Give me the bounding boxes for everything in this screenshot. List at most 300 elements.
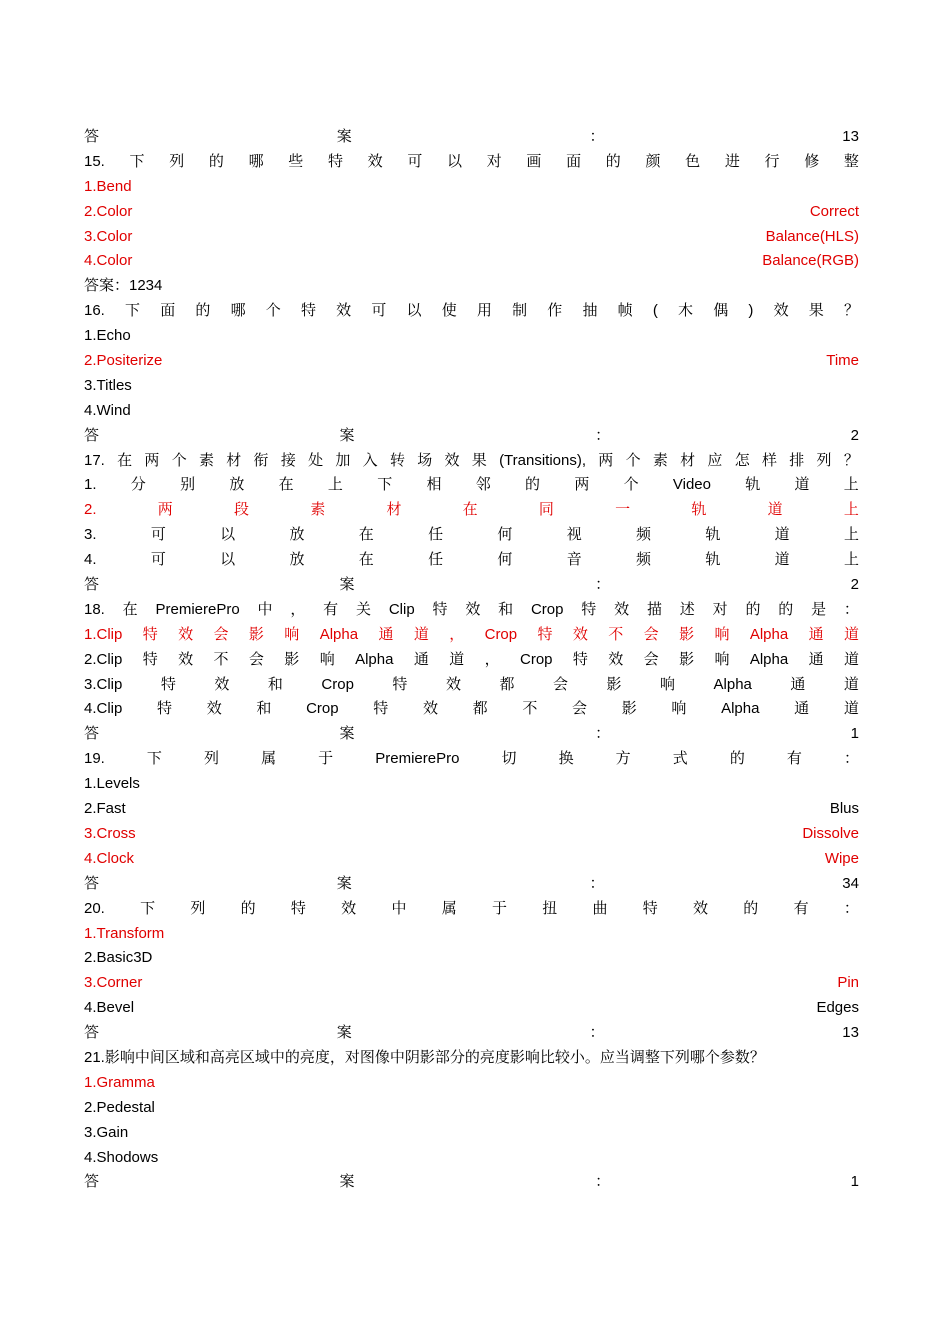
line-text: Alpha [713, 675, 752, 693]
document-line [84, 747, 859, 772]
document-line [84, 847, 859, 872]
line-text: 中 [391, 899, 407, 917]
line-text: ， [484, 650, 500, 668]
line-text: 影 [248, 625, 264, 643]
line-text: 的 [605, 152, 621, 170]
line-text: 在 [358, 551, 374, 569]
line-text: 1. [84, 476, 97, 494]
line-text: 道 [843, 700, 859, 718]
line-text: 2.Basic3D [84, 949, 153, 967]
line-text: Balance(RGB) [762, 252, 859, 270]
line-text: 影 [284, 650, 300, 668]
line-text: 1 [850, 725, 859, 743]
line-text: 特 [642, 899, 658, 917]
line-text: 果 [808, 302, 824, 320]
line-text: 场 [417, 451, 433, 469]
line-text: 式 [672, 750, 688, 768]
line-text: 响 [660, 675, 676, 693]
line-text: 2 [850, 576, 859, 594]
line-text: 会 [643, 650, 659, 668]
line-text: 偶 [713, 302, 729, 320]
line-text: 的 [729, 750, 745, 768]
line-text: 可 [371, 302, 387, 320]
document-line [84, 274, 859, 299]
line-text: 13 [842, 128, 859, 145]
line-text: 效 [773, 302, 789, 320]
line-text: 案 [336, 874, 352, 892]
document-line [84, 623, 859, 648]
line-text: 1.Clip [84, 625, 123, 643]
line-text: Alpha [319, 625, 359, 643]
line-text: 13 [842, 1024, 859, 1042]
line-text: 个 [623, 476, 639, 494]
line-text: 色 [685, 152, 701, 170]
line-text: 特 [392, 675, 408, 693]
line-text: 应 [707, 451, 723, 469]
document-line [84, 797, 859, 822]
line-text: 两 [598, 451, 614, 469]
line-text: 在 [358, 526, 374, 544]
line-text: 哪 [248, 152, 264, 170]
line-text: 果 [471, 451, 487, 469]
line-text: 答 [84, 576, 100, 594]
line-text: ( [652, 302, 658, 320]
line-text: 切 [501, 750, 517, 768]
line-text: 素 [652, 451, 668, 469]
line-text: 20. [84, 899, 105, 917]
line-text: ： [595, 426, 611, 444]
line-text: 一 [615, 501, 631, 519]
line-text: 1.Echo [84, 327, 131, 345]
line-text: 下 [146, 750, 162, 768]
line-text: 2. [84, 501, 97, 519]
line-text: 2.Pedestal [84, 1098, 155, 1116]
line-text: 衔 [253, 451, 269, 469]
line-text: 18. [84, 600, 105, 618]
line-text: Crop [484, 625, 518, 643]
line-text: Alpha [749, 625, 789, 643]
line-text: 特 [581, 600, 597, 618]
line-text: 以 [220, 526, 236, 544]
line-text: 2.Fast [84, 800, 126, 818]
line-text: 的 [743, 899, 759, 917]
line-text: 以 [220, 551, 236, 569]
document-line [84, 946, 859, 971]
line-text: 4.Color [84, 252, 133, 270]
line-text: 相 [426, 476, 442, 494]
document-line [84, 822, 859, 847]
line-text: 1.Transform [84, 924, 165, 942]
document-line [84, 374, 859, 399]
line-text: 换 [558, 750, 574, 768]
line-text: 排 [789, 451, 805, 469]
line-text: 加 [335, 451, 351, 469]
line-text: 案 [339, 426, 355, 444]
line-text: 答 [84, 1173, 100, 1191]
line-text: 下 [129, 152, 145, 170]
line-text: 答案：1234 [84, 277, 163, 295]
line-text: Blus [829, 800, 859, 818]
line-text: 道 [767, 501, 783, 519]
line-text: 何 [497, 551, 513, 569]
line-text: PremierePro [155, 600, 240, 618]
line-text: 用 [476, 302, 492, 320]
line-text: Pin [837, 974, 859, 992]
line-text: 属 [261, 750, 277, 768]
line-text: 在 [122, 600, 138, 618]
line-text: 下 [140, 899, 156, 917]
line-text: ： [595, 725, 611, 743]
line-text: 样 [761, 451, 777, 469]
line-text: 别 [180, 476, 196, 494]
line-text: 效 [336, 302, 352, 320]
document-line [84, 573, 859, 598]
line-text: 特 [373, 700, 389, 718]
line-text: 材 [386, 501, 402, 519]
line-text: 4.Clock [84, 849, 135, 867]
line-text: 答 [84, 426, 100, 444]
line-text: 4. [84, 551, 97, 569]
line-text: 行 [764, 152, 780, 170]
line-text: 两 [144, 451, 160, 469]
line-text: 怎 [734, 451, 750, 469]
line-text: 道 [794, 476, 810, 494]
line-text: 道 [774, 551, 790, 569]
document-line [84, 349, 859, 374]
line-text: 列 [190, 899, 206, 917]
line-text: Edges [816, 999, 859, 1017]
line-text: 进 [724, 152, 740, 170]
document-line [84, 548, 859, 573]
document-line [84, 598, 859, 623]
line-text: 在 [278, 476, 294, 494]
line-text: 些 [288, 152, 304, 170]
line-text: 抽 [582, 302, 598, 320]
line-text: 响 [671, 700, 687, 718]
line-text: 通 [794, 700, 810, 718]
line-text: 的 [208, 152, 224, 170]
line-text: 特 [142, 650, 158, 668]
document-line [84, 1170, 859, 1195]
line-text: 不 [608, 625, 624, 643]
line-text: 道 [843, 675, 859, 693]
document-line [84, 1146, 859, 1171]
line-text: 列 [816, 451, 832, 469]
line-text: 上 [843, 551, 859, 569]
line-text: ： [589, 128, 605, 145]
line-text: 任 [428, 526, 444, 544]
line-text: 方 [615, 750, 631, 768]
line-text: 会 [248, 650, 264, 668]
document-page [84, 125, 859, 1195]
line-text: 道 [843, 625, 859, 643]
line-text: 素 [198, 451, 214, 469]
line-text: 21.影响中间区域和高亮区域中的亮度，对图像中阴影部分的亮度影响比较小。应当调整下列哪个参数？ [84, 1048, 765, 1066]
line-text: 34 [842, 874, 859, 892]
line-text: Crop [306, 700, 339, 718]
document-line [84, 897, 859, 922]
line-text: 处 [308, 451, 324, 469]
line-text: 会 [572, 700, 588, 718]
line-text: 效 [465, 600, 481, 618]
line-text: 16. [84, 302, 105, 320]
line-text: 道 [843, 650, 859, 668]
line-text: ， [290, 600, 306, 618]
line-text: 1 [850, 1173, 859, 1191]
line-text: 同 [538, 501, 554, 519]
line-text: Correct [809, 202, 859, 220]
line-text: ： [843, 750, 859, 768]
line-text: 响 [714, 650, 730, 668]
line-text: 两 [157, 501, 173, 519]
line-text: 和 [256, 700, 272, 718]
line-text: 是 [811, 600, 827, 618]
line-text: 效 [178, 625, 194, 643]
document-line [84, 200, 859, 225]
line-text: 制 [512, 302, 528, 320]
line-text: 效 [444, 451, 460, 469]
document-line [84, 1121, 859, 1146]
line-text: 3.Color [84, 227, 133, 245]
line-text: 在 [117, 451, 133, 469]
line-text: 素 [310, 501, 326, 519]
line-text: 下 [377, 476, 393, 494]
line-text: Balance(HLS) [765, 227, 859, 245]
line-text: 效 [367, 152, 383, 170]
line-text: Crop [530, 600, 564, 618]
line-text: 整 [843, 152, 859, 170]
line-text: ： [589, 874, 605, 892]
line-text: 材 [226, 451, 242, 469]
line-text: ？ [843, 451, 859, 469]
line-text: 特 [157, 700, 173, 718]
line-text: 列 [169, 152, 185, 170]
line-text: 4.Shodows [84, 1148, 159, 1166]
line-text: 通 [808, 650, 824, 668]
document-line [84, 772, 859, 797]
document-line [84, 697, 859, 722]
line-text: 答 [84, 874, 100, 892]
line-text: 特 [142, 625, 158, 643]
line-text: 使 [441, 302, 457, 320]
line-text: 哪 [230, 302, 246, 320]
line-text: 2.Color [84, 202, 133, 220]
line-text: 19. [84, 750, 105, 768]
line-text: 影 [679, 650, 695, 668]
line-text: 入 [362, 451, 378, 469]
line-text: 通 [378, 625, 394, 643]
line-text: 3.Corner [84, 974, 143, 992]
document-line [84, 498, 859, 523]
line-text: 15. [84, 152, 105, 170]
document-line [84, 872, 859, 897]
line-text: Crop [321, 675, 354, 693]
line-text: 效 [572, 625, 588, 643]
line-text: 于 [491, 899, 507, 917]
line-text: 面 [160, 302, 176, 320]
line-text: 1.Gramma [84, 1073, 155, 1091]
line-text: 述 [679, 600, 695, 618]
line-text: 个 [265, 302, 281, 320]
line-text: 特 [572, 650, 588, 668]
line-text: 和 [267, 675, 283, 693]
line-text: 特 [300, 302, 316, 320]
line-text: 和 [498, 600, 514, 618]
line-text: 的 [240, 899, 256, 917]
line-text: 音 [566, 551, 582, 569]
line-text: 中 [257, 600, 273, 618]
line-text: 4.Wind [84, 401, 131, 419]
line-text: 上 [327, 476, 343, 494]
line-text: 效 [341, 899, 357, 917]
line-text: 频 [636, 526, 652, 544]
line-text: 以 [447, 152, 463, 170]
line-text: Crop [520, 650, 553, 668]
line-text: 以 [406, 302, 422, 320]
line-text: 案 [339, 725, 355, 743]
document-line [84, 1046, 859, 1071]
line-text: 17. [84, 451, 105, 469]
line-text: 都 [499, 675, 515, 693]
line-text: 段 [233, 501, 249, 519]
line-text: 可 [407, 152, 423, 170]
line-text: PremierePro [375, 750, 460, 768]
document-line [84, 125, 859, 150]
line-text: 作 [547, 302, 563, 320]
line-text: 转 [389, 451, 405, 469]
line-text: 的 [778, 600, 794, 618]
line-text: 轨 [705, 526, 721, 544]
line-text: 4.Clip [84, 700, 123, 718]
line-text: 道 [449, 650, 465, 668]
line-text: 轨 [691, 501, 707, 519]
document-line [84, 1096, 859, 1121]
line-text: 分 [130, 476, 146, 494]
line-text: 1.Bend [84, 177, 132, 195]
document-line [84, 922, 859, 947]
line-text: (Transitions), [499, 451, 587, 469]
line-text: 1.Levels [84, 775, 140, 793]
line-text: 效 [608, 650, 624, 668]
line-text: 特 [432, 600, 448, 618]
line-text: 特 [290, 899, 306, 917]
line-text: 通 [808, 625, 824, 643]
line-text: 帧 [617, 302, 633, 320]
line-text: 的 [745, 600, 761, 618]
line-text: 案 [336, 128, 352, 145]
line-text: 通 [790, 675, 806, 693]
line-text: 下 [125, 302, 141, 320]
line-text: 案 [339, 576, 355, 594]
line-text: Clip [388, 600, 415, 618]
line-text: 轨 [705, 551, 721, 569]
line-text: 会 [643, 625, 659, 643]
line-text: ？ [843, 302, 859, 320]
document-line [84, 399, 859, 424]
line-text: 案 [339, 1173, 355, 1191]
line-text: 3.Gain [84, 1123, 129, 1141]
line-text: 颜 [645, 152, 661, 170]
document-line [84, 1021, 859, 1046]
line-text: 特 [537, 625, 553, 643]
line-text: Alpha [749, 650, 789, 668]
line-text: 3.Cross [84, 824, 136, 842]
line-text: ： [843, 600, 859, 618]
document-line [84, 449, 859, 474]
line-text: 上 [843, 501, 859, 519]
document-line [84, 225, 859, 250]
line-text: 响 [319, 650, 335, 668]
line-text: 3. [84, 526, 97, 544]
line-text: 何 [497, 526, 513, 544]
document-line [84, 249, 859, 274]
line-text: 列 [204, 750, 220, 768]
document-line [84, 424, 859, 449]
line-text: 可 [150, 526, 166, 544]
line-text: 接 [280, 451, 296, 469]
line-text: 效 [206, 700, 222, 718]
line-text: 画 [526, 152, 542, 170]
document-line [84, 473, 859, 498]
line-text: 任 [428, 551, 444, 569]
line-text: 特 [327, 152, 343, 170]
line-text: 邻 [475, 476, 491, 494]
line-text: 属 [441, 899, 457, 917]
line-text: 有 [786, 750, 802, 768]
line-text: 面 [566, 152, 582, 170]
line-text: 木 [678, 302, 694, 320]
line-text: 有 [793, 899, 809, 917]
line-text: 道 [413, 625, 429, 643]
line-text: 会 [552, 675, 568, 693]
line-text: 答 [84, 128, 100, 145]
line-text: ) [748, 302, 754, 320]
line-text: 在 [462, 501, 478, 519]
document-line [84, 971, 859, 996]
line-text: 对 [712, 600, 728, 618]
line-text: ： [595, 1173, 611, 1191]
line-text: 放 [289, 551, 305, 569]
line-text: 有 [323, 600, 339, 618]
document-line [84, 150, 859, 175]
line-text: 放 [289, 526, 305, 544]
line-text: 曲 [592, 899, 608, 917]
line-text: 特 [160, 675, 176, 693]
line-text: 答 [84, 725, 100, 743]
line-text: 上 [843, 526, 859, 544]
line-text: 效 [614, 600, 630, 618]
line-text: 响 [284, 625, 300, 643]
line-text: Dissolve [802, 824, 859, 842]
line-text: 的 [195, 302, 211, 320]
line-text: ， [449, 625, 465, 643]
line-text: ： [843, 899, 859, 917]
line-text: 可 [150, 551, 166, 569]
line-text: 都 [472, 700, 488, 718]
line-text: 影 [679, 625, 695, 643]
line-text: Time [826, 352, 859, 370]
line-text: 4.Bevel [84, 999, 135, 1017]
line-text: 关 [356, 600, 372, 618]
line-text: 两 [574, 476, 590, 494]
line-text: 效 [178, 650, 194, 668]
line-text: Alpha [355, 650, 394, 668]
line-text: 放 [229, 476, 245, 494]
document-line [84, 299, 859, 324]
line-text: 响 [714, 625, 730, 643]
line-text: 扭 [542, 899, 558, 917]
line-text: 不 [522, 700, 538, 718]
